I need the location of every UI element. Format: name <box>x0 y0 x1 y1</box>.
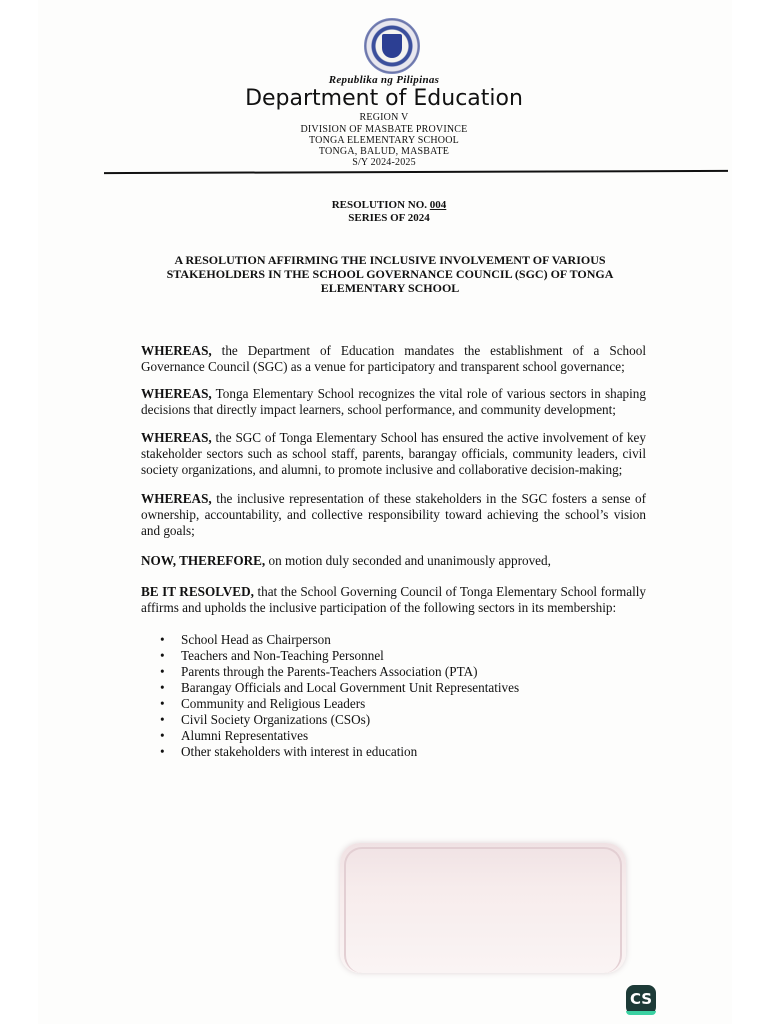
paragraph-text: the Department of Education mandates the establishment of a School Governance Council (SGC) as a venue for participatory and transparent school governance; <box>141 343 646 374</box>
paragraph-whereas-1 <box>141 343 646 375</box>
paragraph-now-therefore <box>141 553 646 569</box>
paragraph-lead: BE IT RESOLVED, <box>141 584 254 599</box>
paragraph-lead: WHEREAS, <box>141 343 212 358</box>
list-item: • Teachers and Non-Teaching Personnel <box>160 648 519 664</box>
list-item: • Alumni Representatives <box>160 728 519 744</box>
paragraph-text: the inclusive representation of these stakeholders in the SGC fosters a sense of ownership, accountability, and collective responsibility toward achieving the school’s vision and goals; <box>141 491 646 538</box>
paragraph-lead: NOW, THEREFORE, <box>141 553 266 568</box>
header-address: TONGA, BALUD, MASBATE <box>318 146 450 157</box>
header-division: DIVISION OF MASBATE PROVINCE <box>300 124 468 135</box>
resolution-title: A RESOLUTION AFFIRMING THE INCLUSIVE INVOLVEMENT OF VARIOUS STAKEHOLDERS IN THE SCHOOL GOVERNANCE COUNCIL (SGC) OF TONGA ELEMENTARY SCHOOL <box>166 253 614 295</box>
list-item: • School Head as Chairperson <box>160 632 519 648</box>
deped-seal-icon <box>364 18 420 74</box>
resolution-number-value: 004 <box>429 199 447 211</box>
paragraph-text: the SGC of Tonga Elementary School has ensured the active involvement of key stakeholder sectors such as school staff, parents, barangay officials, community leaders, civil society organizations, and alumni, to promote inclusive and collaborative decision-making; <box>141 430 646 477</box>
header-school: TONGA ELEMENTARY SCHOOL <box>309 135 459 146</box>
paragraph-text: on motion duly seconded and unanimously approved, <box>265 553 551 568</box>
paragraph-text: that the School Governing Council of Tonga Elementary School formally affirms and upholds the inclusive participation of the following sectors in its membership: <box>141 584 647 615</box>
list-item: • Barangay Officials and Local Government Unit Representatives <box>160 680 519 696</box>
header-republic: Republika ng Pilipinas <box>328 74 440 86</box>
list-item: • Parents through the Parents-Teachers Association (PTA) <box>160 664 519 680</box>
header-school-year: S/Y 2024-2025 <box>352 157 416 168</box>
list-item: • Civil Society Organizations (CSOs) <box>160 712 519 728</box>
sector-list <box>160 632 519 760</box>
list-item: • Community and Religious Leaders <box>160 696 519 712</box>
list-item: • Other stakeholders with interest in education <box>160 744 519 760</box>
paragraph-whereas-2 <box>141 386 646 418</box>
paragraph-lead: WHEREAS, <box>141 430 212 445</box>
paragraph-text: Tonga Elementary School recognizes the vital role of various sectors in shaping decisions that directly impact learners, school performance, and community development; <box>141 386 646 417</box>
paragraph-lead: WHEREAS, <box>141 491 212 506</box>
paragraph-whereas-3 <box>141 430 646 478</box>
redacted-stamp-area <box>340 843 626 973</box>
resolution-number-label: RESOLUTION NO. <box>331 199 430 211</box>
header-department: Department of Education <box>245 86 523 111</box>
paragraph-whereas-4 <box>141 491 646 539</box>
camscanner-badge: CS <box>626 985 656 1015</box>
paragraph-lead: WHEREAS, <box>141 386 212 401</box>
resolution-number <box>0 199 768 211</box>
resolution-series: SERIES OF 2024 <box>348 212 430 224</box>
paragraph-be-it-resolved <box>141 584 646 616</box>
header-region: REGION V <box>359 112 409 123</box>
